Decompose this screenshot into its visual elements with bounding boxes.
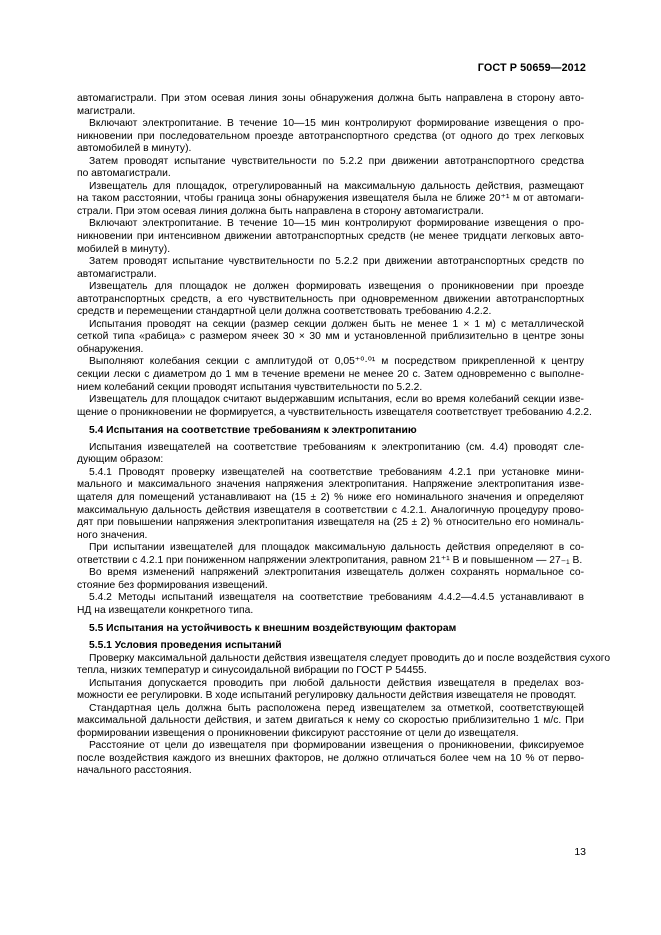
text-line: 5.4.1 Проводят проверку извещателей на соответствие требованиям 4.2.1 при установке мини- — [89, 466, 584, 478]
text-line: ного значения. — [77, 529, 148, 541]
text-line: Выполняют колебания секции с амплитудой от 0,05⁺⁰·⁰¹ м посредством прикрепленной к центру — [89, 356, 584, 368]
text-line: стояние без формирования извещений. — [77, 579, 268, 591]
text-line: ответствии с 4.2.1 при пониженном напряжении электропитания, равном 21⁺¹ В и повышенном — 27₋₁ В. — [77, 554, 583, 566]
text-line: Испытания допускается проводить при любой дальности действия извещателя в пределах воз- — [89, 677, 584, 689]
page-number: 13 — [574, 846, 586, 858]
text-line: 5.4.2 Методы испытаний извещателя на соответствие требованиям 4.4.2—4.4.5 устанавливают в — [89, 592, 584, 604]
text-line: обнаружения. — [77, 343, 144, 355]
text-line: сеткой типа «рабица» с размером ячеек 30 × 30 мм и установленной приблизительно в центре зоны — [77, 331, 584, 343]
text-line: на таком расстоянии, чтобы граница зоны обнаружения извещателя была не ближе 20⁺¹ м от автомаги- — [77, 193, 584, 205]
paragraph — [77, 740, 584, 778]
paragraph — [77, 218, 584, 256]
text-line: Затем проводят испытание чувствительности по 5.2.2 при движении автотранспортных средств по — [89, 256, 584, 268]
text-line: Извещатель для площадок, отрегулированный на максимальную дальность действия, размещают — [89, 180, 584, 192]
text-line: формировании извещения о проникновении фиксируют расстояние от цели до извещателя. — [77, 727, 519, 739]
text-line: Испытания проводят на секции (размер секции должен быть не менее 1 × 1 м) с металлической — [89, 318, 584, 330]
text-line: мобилей в минуту). — [77, 243, 171, 255]
text-line: магистрали. — [77, 105, 136, 117]
paragraph — [77, 652, 611, 678]
text-line: Проверку максимальной дальности действия извещателя следует проводить до и после воздействия сухого — [89, 652, 611, 664]
paragraph — [77, 703, 584, 741]
text-line: автомагистрали. — [77, 268, 157, 280]
text-line: можности ее регулировки. В ходе испытаний регулировку дальности действия извещателя не проводят. — [77, 690, 577, 702]
text-line: Во время изменений напряжений электропитания извещатель должен сохранять нормальное со- — [89, 567, 584, 579]
text-line: щение о проникновении не формируется, а чувствительность извещателя соответствует требованию 4.2.2. — [77, 406, 592, 418]
paragraph — [77, 93, 584, 118]
text-line: автомагистрали. При этом осевая линия зоны обнаружения должна быть направлена в сторону авто- — [77, 93, 584, 104]
text-line: Испытания извещателей на соответствие требованиям к электропитанию (см. 4.4) проводят сле- — [89, 441, 584, 453]
text-line: после воздействия каждого из внешних факторов, не должно отличаться более чем на 10 % от перво- — [77, 752, 584, 764]
text-line: по автомагистрали. — [77, 168, 171, 180]
section-heading: 5.4 Испытания на соответствие требованиям к электропитанию — [89, 425, 417, 437]
text-line: никновении при последовательном проезде автотранспортного средства (от одного до трех легковых — [77, 130, 584, 142]
text-line: никновении при интенсивном движении автотранспортных средств (не менее тридцати легковых авто- — [77, 231, 584, 243]
text-line: При испытании извещателей для площадок максимальную дальность действия определяют в со- — [89, 542, 584, 554]
paragraph — [77, 467, 584, 542]
paragraph — [77, 181, 584, 219]
paragraph — [77, 281, 584, 319]
text-line: тепла, низких температур и синусоидальной вибрации по ГОСТ Р 54455. — [77, 665, 427, 677]
text-line: автомобилей в минуту). — [77, 143, 192, 155]
text-line: дят при повышении напряжения электропитания извещателя на (25 ± 2) % относительно его номиналь- — [77, 517, 584, 529]
paragraph — [77, 442, 584, 467]
paragraph — [77, 156, 584, 181]
text-line: щателя для помещений устанавливают на (15 ± 2) % ниже его номинального значения и определяют — [77, 491, 584, 503]
text-line: дующим образом: — [77, 454, 164, 466]
paragraph — [77, 256, 584, 281]
paragraph — [77, 394, 592, 419]
paragraph — [77, 592, 584, 617]
text-line: средств и перемещении стандартной цели должна соответствовать требованию 4.2.2. — [77, 306, 492, 318]
text-line: страли. При этом осевая линия должна быть направлена в сторону автомагистрали. — [77, 205, 484, 217]
text-line: максимальной дальности действия, и затем двигаться к нему со скоростью приблизительно 1 м/с. При — [77, 715, 584, 727]
text-line: НД на извещатели конкретного типа. — [77, 604, 254, 616]
text-line: Включают электропитание. В течение 10—15 мин контролируют формирование извещения о про- — [89, 218, 584, 230]
text-line: Включают электропитание. В течение 10—15 мин контролируют формирование извещения о про- — [89, 118, 584, 130]
document-body — [77, 93, 611, 778]
text-line: Расстояние от цели до извещателя при формировании извещения о проникновении, фиксируемое — [89, 740, 584, 752]
text-line: секции лески с диаметром до 1 мм в течение времени не менее 20 с. Затем одновременно с выполне- — [77, 369, 584, 381]
text-line: нием колебаний секции проводят испытания чувствительности по 5.2.2. — [77, 381, 423, 393]
paragraph — [77, 678, 584, 703]
text-line: Извещатель для площадок не должен формировать извещения о проникновении при проезде — [89, 281, 584, 293]
paragraph — [77, 356, 584, 394]
text-line: Извещатель для площадок считают выдержавшим испытания, если во время колебаний секции изве- — [89, 394, 584, 406]
text-line: Затем проводят испытание чувствительности по 5.2.2 при движении автотранспортного средства — [89, 155, 584, 167]
text-line: максимальную дальность действия извещателя в соответствии с 4.2.1. Аналогичную процедуру прово- — [77, 504, 584, 516]
text-line: автотранспортных средств, а его чувствительность при одновременном движении автотранспортных — [77, 293, 584, 305]
section-heading: 5.5.1 Условия проведения испытаний — [89, 639, 282, 651]
paragraph — [77, 542, 584, 567]
page-header: ГОСТ Р 50659—2012 — [477, 62, 586, 74]
paragraph — [77, 118, 584, 156]
paragraph — [77, 567, 584, 592]
section-heading: 5.5 Испытания на устойчивость к внешним воздействующим факторам — [89, 623, 457, 635]
text-line: Стандартная цель должна быть расположена перед извещателем за отметкой, соответствующей — [89, 702, 584, 714]
text-line: начального расстояния. — [77, 765, 192, 777]
text-line: мального и максимального значения напряжения электропитания. Напряжение электропитания изве- — [77, 479, 584, 491]
paragraph — [77, 319, 584, 357]
